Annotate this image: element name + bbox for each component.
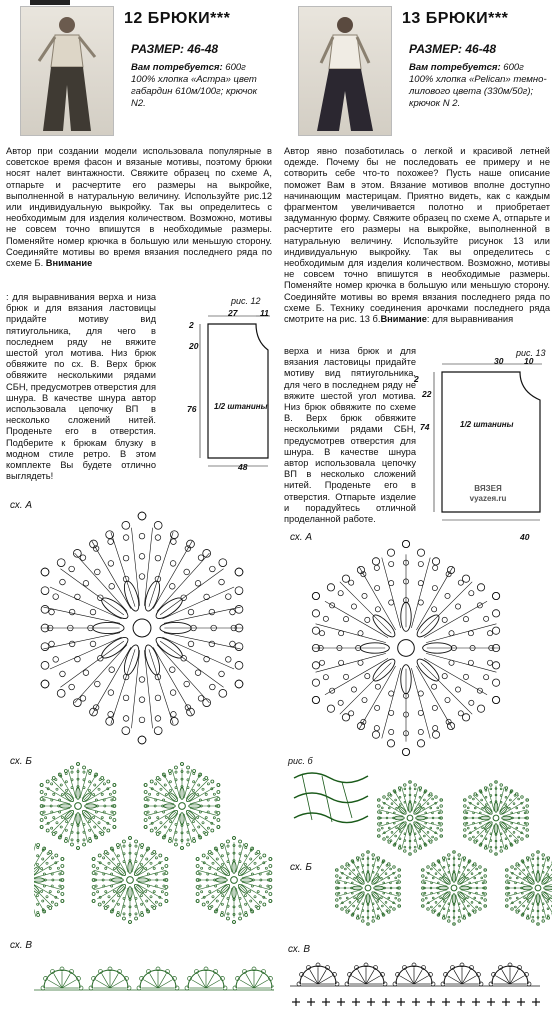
instructions-main: Автор при создании модели использовала популярные в советское время фасон и вязаные мотивы, поэтому брюки носят налет винтажности. Свяжите образец по схеме А, отпарьте и расчертите его размеры на выкройке, выполненной в натуральную величину. Используйте рис.12 или индивидуальную выкройку. Так вы определитесь с необходимым для изделия количеством. Возможно, мотивы не совсем точно впишутся в необходимые размеры. Поменяйте номер крючка в большую или меньшую сторону. Соединяйте мотивы во время вязания последнего ряда по схеме Б. [6, 146, 272, 269]
instructions-narrow: верха и низа брюк и для вязания ластовицы придайте мотиву вид пятиугольника, для чего в последнем ряду не вяжите шестой угол мотива. Низ брюк обвяжите по схеме В. Верх брюк обвяжите несколькими рядами СБН, предусмотрев отверстия для шнура. В качестве шнура автор использовала цепочку ВП в несколько сложений нитей. Проденьте его в отверстия. Отпарьте изделие и порадуйтесь отличной проделанной работе. [284, 346, 416, 525]
materials-body: 600г 100% хлопка «Pelican» темно-лилового цвета (330м/50г); крючок N 2. [409, 62, 547, 109]
figure-label: рис. 13 [516, 348, 546, 358]
motif-scheme-a [24, 510, 274, 748]
dim-small: 2 [189, 320, 194, 330]
crochet-motif [34, 837, 64, 924]
size-label: РАЗМЕР: 46-48 [409, 42, 497, 56]
materials-heading: Вам потребуется: [131, 62, 223, 73]
crochet-motif [464, 781, 529, 856]
crochet-motif [312, 540, 499, 755]
edging-row [34, 967, 274, 990]
trouser-pattern-diagram [186, 306, 272, 474]
materials [409, 62, 549, 110]
instructions-narrow: : для выравнивания верха и низа брюк и для вязания ластовицы придайте мотиву вид пятиугольника, для чего в последнем ряду не вяжите шестой угол мотива. Низ брюк обвяжите по сх. В. Верх брюк обвяжите несколькими рядами СБН, предусмотрев отверстия для шнура. В качестве шнура автор использовала цепочку ВП в несколько сложений нитей. Проденьте его в отверстия. Подберите к брюкам блузку в модном стиле ретро. В этом комплекте Вы будете отлично выглядеть! [6, 292, 156, 482]
materials [131, 62, 271, 110]
materials-heading: Вам потребуется: [409, 62, 501, 73]
instructions-text [284, 146, 550, 325]
edging-scheme-v [290, 954, 540, 1016]
edging-row [290, 963, 540, 1006]
crochet-motif [196, 837, 272, 924]
figure-b-label: рис. б [288, 756, 313, 766]
attention-label: Внимание [45, 258, 93, 269]
dim-top-1: 27 [228, 308, 238, 318]
crochet-motif [40, 763, 116, 850]
model-photo [20, 6, 114, 136]
instructions-text [6, 146, 272, 269]
materials-body: 600г 100% хлопка «Астра» цвет габардин 610м/100г; крючок N2. [131, 62, 258, 109]
dim-inner: 1/2 штанины [460, 420, 514, 429]
crochet-motif [144, 763, 220, 850]
dim-top-2: 10 [524, 356, 534, 366]
scheme-v-label: сх. В [288, 944, 311, 955]
pattern-title: 12 БРЮКИ*** [124, 10, 231, 27]
dim-small: 2 [414, 374, 419, 384]
dim-side-top: 22 [422, 389, 432, 399]
scheme-b-label: сх. Б [290, 862, 312, 873]
pattern-13-column [284, 0, 552, 1024]
dim-top-2: 11 [260, 308, 269, 318]
motif-scheme-b [34, 762, 274, 928]
motif-scheme-a [288, 540, 524, 756]
dim-side: 74 [420, 422, 430, 432]
dim-side: 76 [187, 404, 197, 414]
model-photo [298, 6, 392, 136]
pattern-title: 13 БРЮКИ*** [402, 10, 509, 27]
scheme-v-label: сх. В [10, 940, 33, 951]
attention-label: Внимание [380, 314, 427, 325]
crochet-motif [92, 837, 168, 924]
crochet-motif [506, 851, 552, 926]
watermark [458, 484, 518, 504]
crochet-motif [336, 851, 401, 926]
scheme-a-label: сх. А [290, 532, 313, 543]
dim-bottom: 40 [520, 532, 530, 542]
model-figure-icon [299, 7, 391, 135]
scheme-a-label: сх. А [10, 500, 33, 511]
pattern-12-column [6, 0, 274, 1024]
instructions-main: Автор явно позаботилась о легкой и красивой летней одежде. Почему бы не последовать ее примеру и не сотворить себе что-то похожее? Пусть наше описание поможет Вам в этом. Вязание мотивов вполне доступно начинающим мастерицам. Приятно видеть, как с каждым фрагментом увеличивается полотно и приобретает задуманную форму. Свяжите образец по схеме А, отпарьте и расчертите его размеры на выкройке, выполненной в натуральную величину. Используйте рисунок 13 или индивидуальную выкройку. Так вы определитесь с необходимым для изделия количеством. Возможно, мотивы не совсем точно впишутся в необходимые размеры. Поменяйте номер крючка в большую или меньшую сторону. Соединяйте мотивы во время вязания последнего ряда по схеме Б. Технику соединения арочками последнего ряда смотрите на рис. 13 б. [284, 146, 550, 325]
dim-bottom: 48 [238, 462, 248, 472]
dim-top-1: 30 [494, 356, 504, 366]
watermark-url: vyazeя.ru [469, 494, 507, 503]
motif-scheme-b [314, 780, 552, 940]
size-label: РАЗМЕР: 46-48 [131, 42, 219, 56]
dim-inner: 1/2 штанины [214, 402, 268, 411]
crochet-motif [378, 781, 443, 856]
dim-side-top: 20 [189, 341, 199, 351]
crochet-motif [41, 512, 243, 744]
attention-tail: : для выравнивания [426, 314, 514, 325]
edging-scheme-v [34, 960, 274, 1010]
figure-label: рис. 12 [231, 296, 261, 306]
crochet-motif [422, 851, 487, 926]
watermark-title: ВЯЗЕЯ [474, 484, 502, 493]
scheme-b-label: сх. Б [10, 756, 32, 767]
model-figure-icon [21, 7, 113, 135]
